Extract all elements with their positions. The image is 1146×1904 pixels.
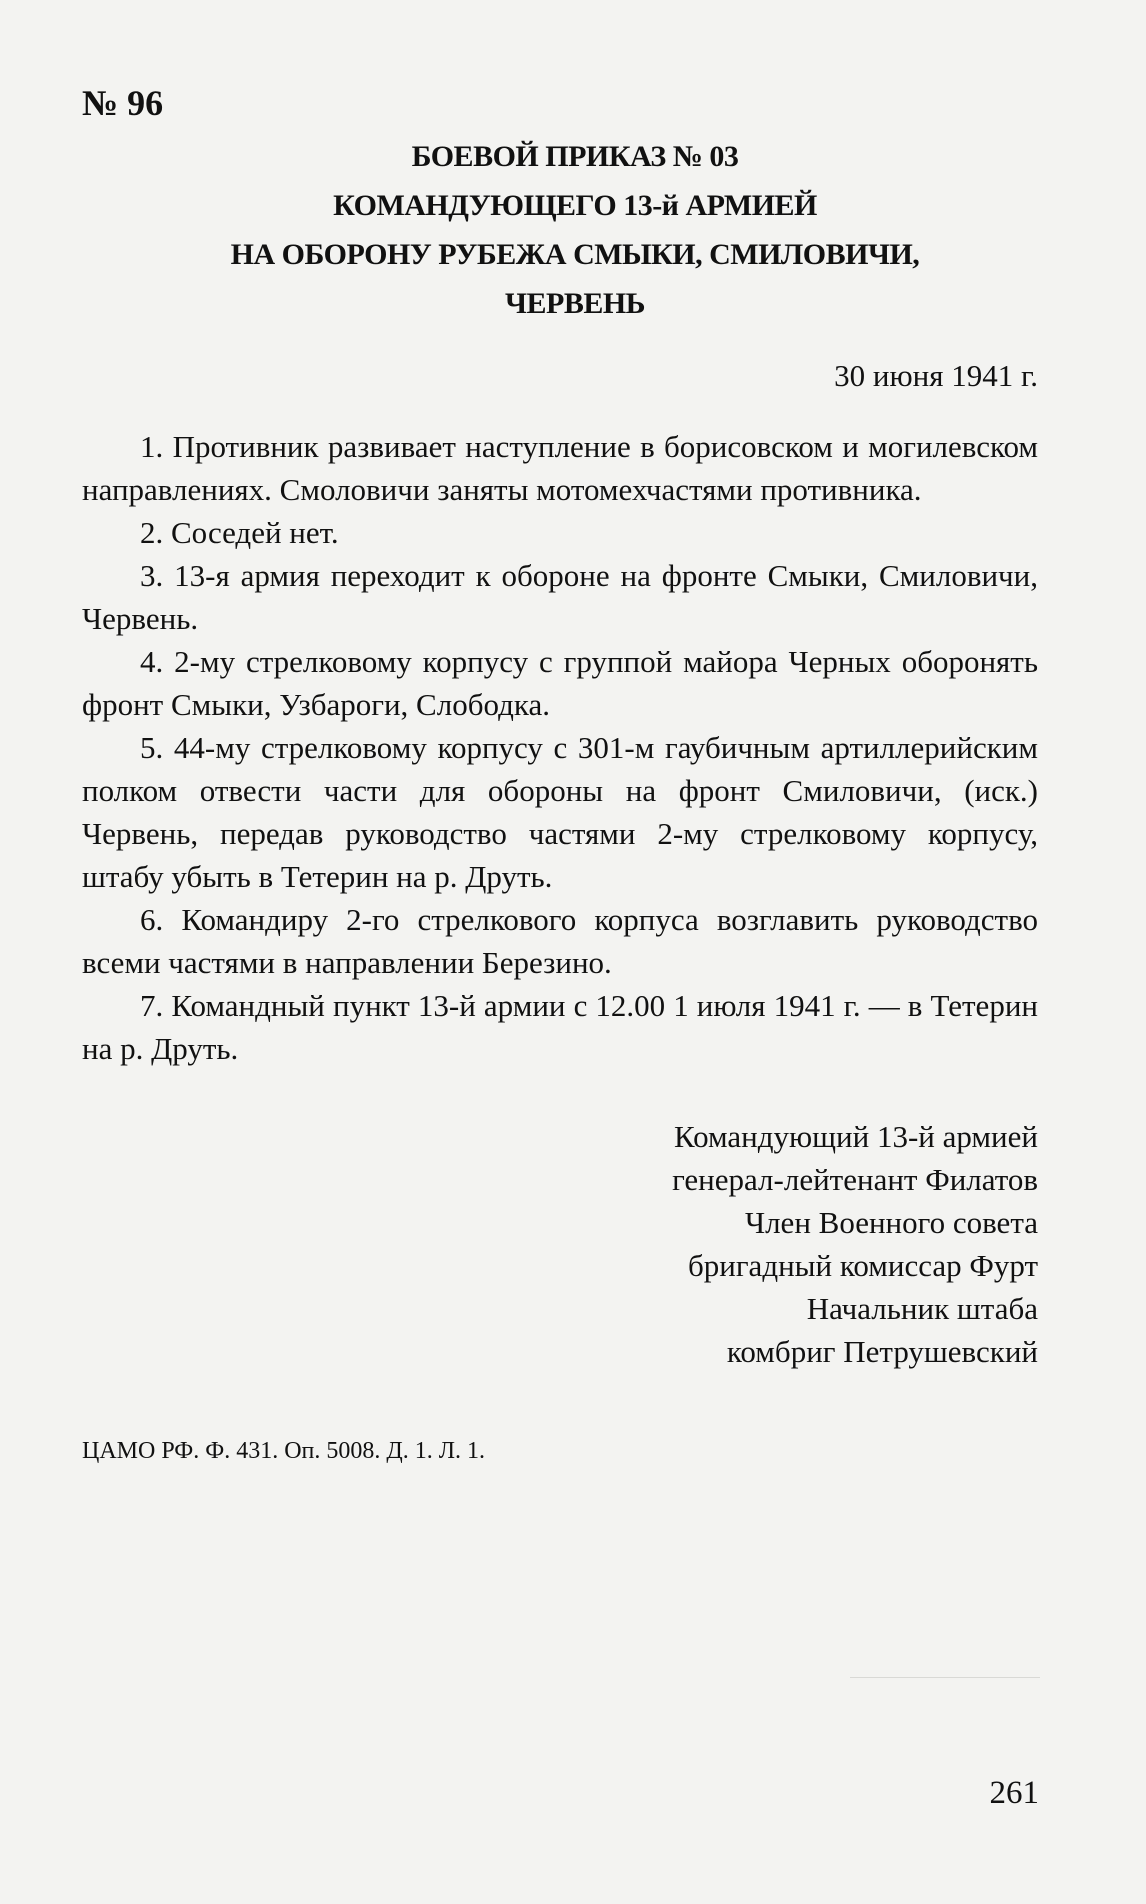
order-paragraph: 4. 2-му стрелковому корпусу с группой майора Черных оборонять фронт Смыки, Узбароги, Слободка. — [82, 644, 1038, 722]
order-paragraph: 3. 13-я армия переходит к обороне на фронте Смыки, Смиловичи, Червень. — [82, 558, 1038, 636]
title-line: ЧЕРВЕНЬ — [504, 287, 646, 320]
order-paragraph: 2. Соседей нет. — [140, 515, 339, 550]
page-number: 261 — [989, 1775, 1039, 1811]
signature-line: комбриг Петрушевский — [726, 1334, 1038, 1369]
order-paragraph: 1. Противник развивает наступление в борисовском и могилевском направлениях. Смоловичи заняты мотомехчастями противника. — [82, 429, 1038, 507]
signature-line: генерал-лейтенант Филатов — [672, 1162, 1038, 1197]
signature-line: Начальник штаба — [806, 1291, 1038, 1326]
title-line: НА ОБОРОНУ РУБЕЖА СМЫКИ, СМИЛОВИЧИ, — [230, 238, 920, 271]
document-body — [82, 82, 1038, 1473]
document-number: № 96 — [82, 83, 164, 123]
order-paragraph: 5. 44-му стрелковому корпусу с 301-м гаубичным артиллерийским полком отвести части для обороны на фронт Смиловичи, (иск.) Червень, передав руководство частями 2-му стрелковому корпусу, штабу убыть в Тетерин на р. Друть. — [82, 730, 1038, 894]
signature-block — [82, 1115, 1038, 1373]
document-title — [82, 132, 1038, 328]
title-line: БОЕВОЙ ПРИКАЗ № 03 — [411, 140, 739, 173]
title-line: КОМАНДУЮЩЕГО 13-й АРМИЕЙ — [333, 189, 817, 222]
signature-line: бригадный комиссар Фурт — [687, 1248, 1038, 1283]
archive-source-reference: ЦАМО РФ. Ф. 431. Оп. 5008. Д. 1. Л. 1. — [82, 1438, 486, 1464]
signature-line: Командующий 13-й армией — [673, 1119, 1038, 1154]
order-paragraph: 7. Командный пункт 13-й армии с 12.00 1 июля 1941 г. — в Тетерин на р. Друть. — [82, 988, 1038, 1066]
document-date: 30 июня 1941 г. — [834, 358, 1038, 393]
signature-line: Член Военного совета — [744, 1205, 1038, 1240]
order-paragraph: 6. Командиру 2-го стрелкового корпуса возглавить руководство всеми частями в направлении Березино. — [82, 902, 1038, 980]
bleed-through-footnote-rule — [850, 1677, 1040, 1678]
